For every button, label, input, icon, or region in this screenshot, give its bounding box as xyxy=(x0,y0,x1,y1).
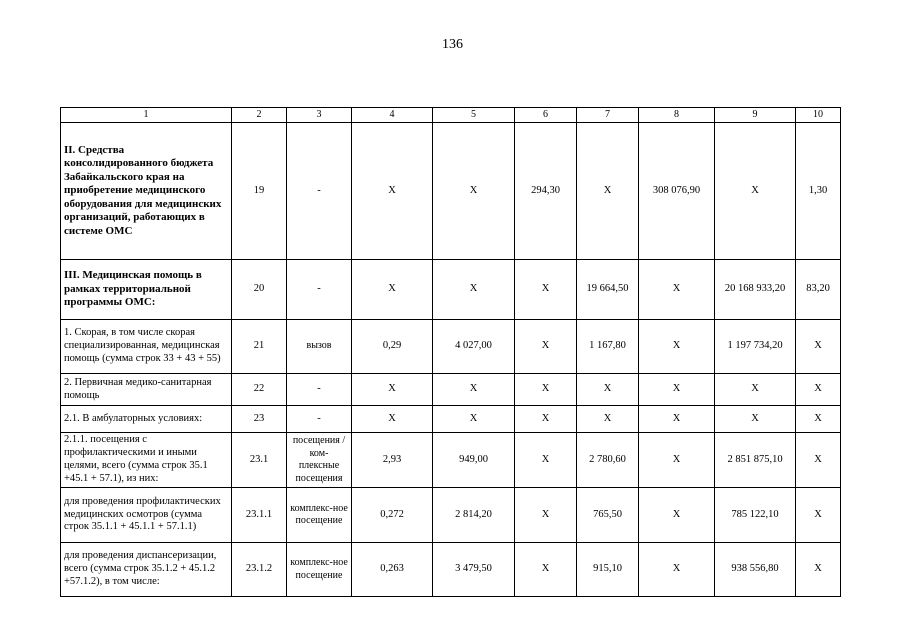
row-name: 2.1. В амбулаторных условиях: xyxy=(61,406,232,433)
row-name: для проведения диспансеризации, всего (сумма строк 35.1.2 + 45.1.2 +57.1.2), в том числе: xyxy=(61,543,232,597)
table-cell: Х xyxy=(433,374,515,406)
table-cell: Х xyxy=(639,543,715,597)
table-cell: Х xyxy=(352,406,433,433)
table-cell: 2 851 875,10 xyxy=(715,433,796,488)
table-cell: Х xyxy=(515,260,577,320)
table-cell: вызов xyxy=(287,320,352,374)
table-cell: 1 197 734,20 xyxy=(715,320,796,374)
column-header: 5 xyxy=(433,108,515,123)
table-cell: - xyxy=(287,260,352,320)
page-number: 136 xyxy=(442,37,463,52)
table-cell: Х xyxy=(796,406,841,433)
table-cell: 0,263 xyxy=(352,543,433,597)
table-cell: Х xyxy=(433,260,515,320)
row-name: 2. Первичная медико-санитарная помощь xyxy=(61,374,232,406)
data-table xyxy=(60,107,841,597)
table-cell: 2 780,60 xyxy=(577,433,639,488)
table-cell: Х xyxy=(515,543,577,597)
table-cell: Х xyxy=(433,406,515,433)
table-row xyxy=(61,320,841,374)
column-header: 10 xyxy=(796,108,841,123)
table-cell: Х xyxy=(577,123,639,260)
table-cell: Х xyxy=(515,320,577,374)
row-name: 2.1.1. посещения с профилактическими и иными целями, всего (сумма строк 35.1 +45.1 + 57.1), из них: xyxy=(61,433,232,488)
table-cell: 83,20 xyxy=(796,260,841,320)
table-cell: Х xyxy=(515,488,577,543)
table-cell: 915,10 xyxy=(577,543,639,597)
table-cell: Х xyxy=(639,320,715,374)
table-cell: 938 556,80 xyxy=(715,543,796,597)
table-row xyxy=(61,260,841,320)
table-cell: 1,30 xyxy=(796,123,841,260)
row-name: 1. Скорая, в том числе скорая специализированная, медицинская помощь (сумма строк 33 + 43 + 55) xyxy=(61,320,232,374)
row-name: для проведения профилактических медицинских осмотров (сумма строк 35.1.1 + 45.1.1 + 57.1.1) xyxy=(61,488,232,543)
table-cell: Х xyxy=(715,406,796,433)
table-cell: комплекс-ное посещение xyxy=(287,488,352,543)
table-cell: 23.1.1 xyxy=(232,488,287,543)
table-cell: Х xyxy=(577,406,639,433)
table-cell: Х xyxy=(515,374,577,406)
table-cell: Х xyxy=(515,433,577,488)
column-header: 7 xyxy=(577,108,639,123)
table-row xyxy=(61,374,841,406)
table-cell: - xyxy=(287,374,352,406)
table-cell: 23.1.2 xyxy=(232,543,287,597)
table-cell: Х xyxy=(715,374,796,406)
table-cell: Х xyxy=(352,123,433,260)
column-header: 1 xyxy=(61,108,232,123)
table-cell: Х xyxy=(639,406,715,433)
table-cell: 19 664,50 xyxy=(577,260,639,320)
table-cell: Х xyxy=(515,406,577,433)
table-row xyxy=(61,406,841,433)
table-cell: Х xyxy=(352,374,433,406)
table-cell: 785 122,10 xyxy=(715,488,796,543)
table-cell: 19 xyxy=(232,123,287,260)
table-cell: Х xyxy=(352,260,433,320)
table-cell: 20 xyxy=(232,260,287,320)
column-header: 2 xyxy=(232,108,287,123)
table-cell: Х xyxy=(639,488,715,543)
table-cell: Х xyxy=(796,374,841,406)
table-cell: посещения / ком-плексные посещения xyxy=(287,433,352,488)
table-cell: 765,50 xyxy=(577,488,639,543)
table-row xyxy=(61,543,841,597)
header-row xyxy=(61,108,841,123)
table-cell: 949,00 xyxy=(433,433,515,488)
table-cell: 4 027,00 xyxy=(433,320,515,374)
table-cell: 21 xyxy=(232,320,287,374)
table-cell: 23 xyxy=(232,406,287,433)
table-cell: 2,93 xyxy=(352,433,433,488)
table-cell: Х xyxy=(433,123,515,260)
table-cell: 2 814,20 xyxy=(433,488,515,543)
table-cell: Х xyxy=(796,320,841,374)
table-cell: 22 xyxy=(232,374,287,406)
table-cell: 23.1 xyxy=(232,433,287,488)
table-row xyxy=(61,488,841,543)
column-header: 3 xyxy=(287,108,352,123)
table-cell: 1 167,80 xyxy=(577,320,639,374)
table-cell: Х xyxy=(639,433,715,488)
column-header: 9 xyxy=(715,108,796,123)
table-cell: 308 076,90 xyxy=(639,123,715,260)
column-header: 4 xyxy=(352,108,433,123)
table-row xyxy=(61,123,841,260)
table-cell: 3 479,50 xyxy=(433,543,515,597)
table-cell: Х xyxy=(796,488,841,543)
table-cell: Х xyxy=(796,433,841,488)
column-header: 8 xyxy=(639,108,715,123)
table-cell: 0,272 xyxy=(352,488,433,543)
table-cell: 0,29 xyxy=(352,320,433,374)
table-cell: комплекс-ное посещение xyxy=(287,543,352,597)
table-cell: 294,30 xyxy=(515,123,577,260)
table-cell: Х xyxy=(577,374,639,406)
column-header: 6 xyxy=(515,108,577,123)
table-cell: 20 168 933,20 xyxy=(715,260,796,320)
table-cell: - xyxy=(287,406,352,433)
table-cell: Х xyxy=(639,260,715,320)
table-row xyxy=(61,433,841,488)
table-cell: Х xyxy=(639,374,715,406)
row-name: III. Медицинская помощь в рамках территориальной программы ОМС: xyxy=(61,260,232,320)
row-name: II. Средства консолидированного бюджета Забайкальского края на приобретение медицинского оборудования для медицинских организаций, работающих в системе ОМС xyxy=(61,123,232,260)
table-cell: Х xyxy=(715,123,796,260)
table-cell: - xyxy=(287,123,352,260)
table-cell: Х xyxy=(796,543,841,597)
